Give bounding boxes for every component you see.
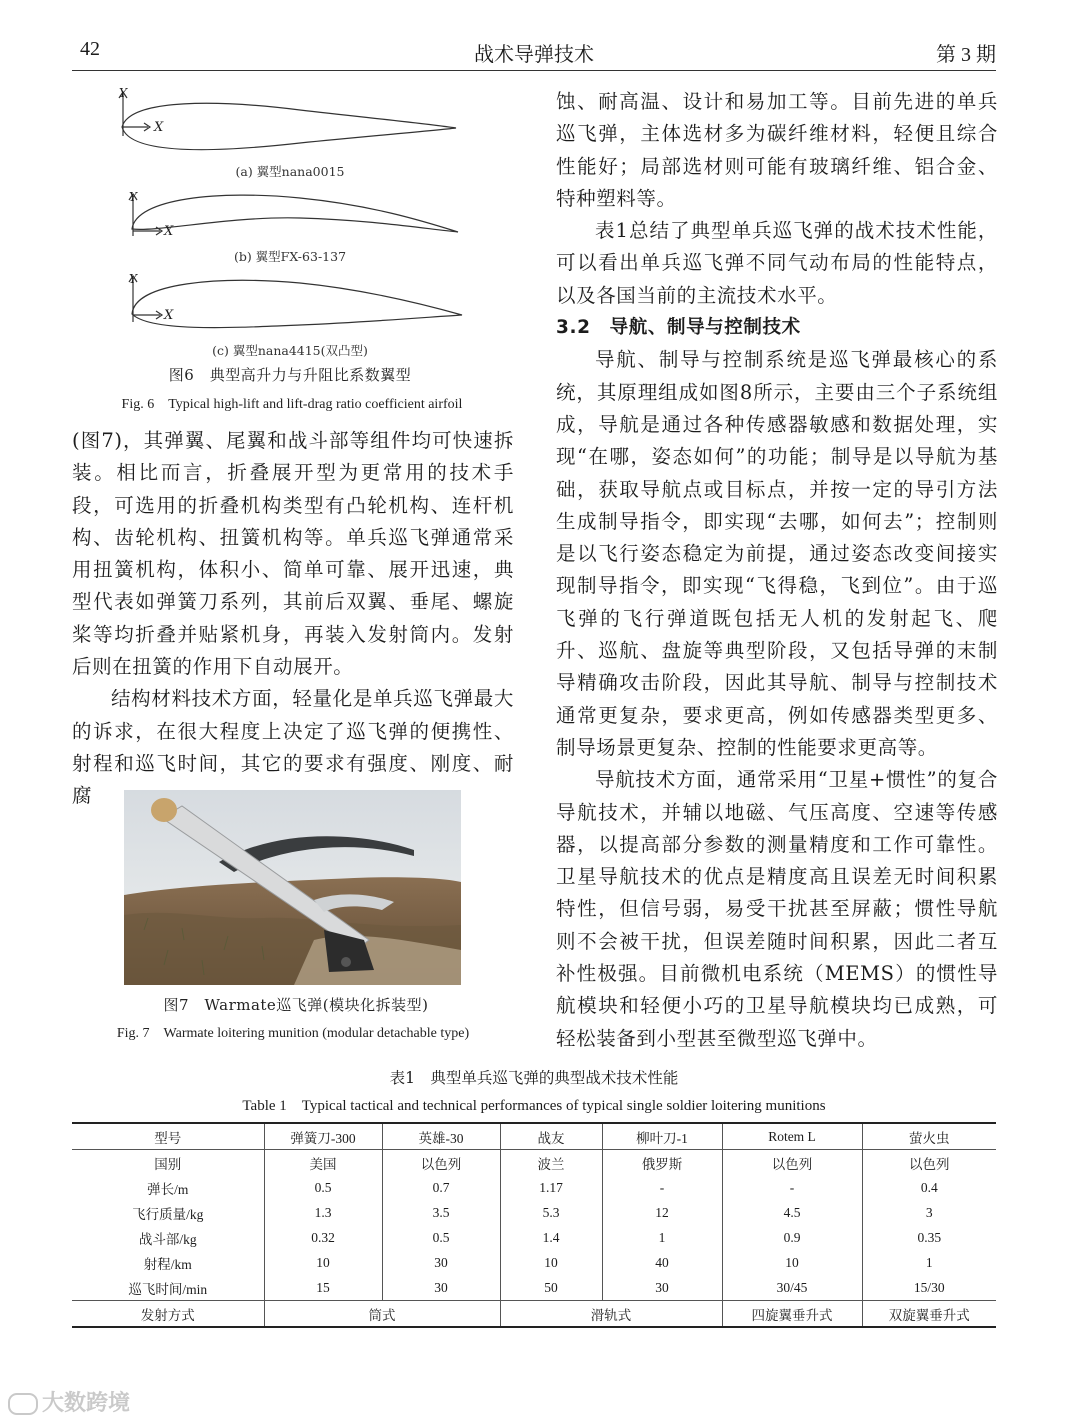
table-cell: 10	[722, 1250, 862, 1275]
table-cell: 30	[602, 1275, 722, 1301]
table-cell: 波兰	[500, 1150, 602, 1176]
table-row-launch	[72, 1301, 996, 1328]
table-cell: 3	[862, 1200, 996, 1225]
airfoil-a-caption: (a) 翼型nana0015	[235, 164, 345, 179]
table-row	[72, 1175, 996, 1200]
table-cell: 战斗部/kg	[72, 1225, 264, 1250]
table-1-caption-cn: 表1 典型单兵巡飞弹的典型战术技术性能	[389, 1069, 679, 1087]
journal-title: 战术导弹技术	[474, 44, 594, 66]
right-paragraph-1: 蚀、耐高温、设计和易加工等。目前先进的单兵巡飞弹，主体选材多为碳纤维材料，轻便且综合性能好；局部选材则可能有玻璃纤维、铝合金、特种塑料等。	[556, 90, 998, 210]
watermark	[8, 1386, 130, 1417]
left-paragraph-2: 结构材料技术方面，轻量化是单兵巡飞弹最大的诉求，在很大程度上决定了巡飞弹的便携性、射程和巡飞时间，其它的要求有强度、刚度、耐腐	[72, 687, 514, 808]
warmate-photo	[124, 790, 461, 985]
table-cell: 射程/km	[72, 1250, 264, 1275]
watermark-logo-icon	[8, 1393, 38, 1415]
left-paragraph-1: (图7)，其弹翼、尾翼和战斗部等组件均可快速拆装。相比而言，折叠展开型为更常用的技术手段，可选用的折叠机构类型有凸轮机构、连杆机构、齿轮机构、扭簧机构等。单兵巡飞弹通常采用扭簧机构，体积小、简单可靠、展开迅速，典型代表如弹簧刀系列，其前后双翼、垂尾、螺旋桨等均折叠并贴紧机身，再装入发射筒内。发射后则在扭簧的作用下自动展开。	[72, 429, 514, 679]
table-cell: 美国	[264, 1150, 382, 1176]
table-cell-merged: 滑轨式	[500, 1301, 722, 1328]
right-column	[556, 86, 998, 1055]
table-cell: 国别	[72, 1150, 264, 1176]
table-cell: -	[602, 1175, 722, 1200]
table-cell: 双旋翼垂升式	[862, 1301, 996, 1328]
table-header-cell: 战友	[500, 1123, 602, 1150]
airfoil-b-shape	[132, 195, 458, 232]
table-cell-merged: 筒式	[264, 1301, 500, 1328]
axis-x-label-c: X	[164, 308, 174, 323]
table-cell: 10	[264, 1250, 382, 1275]
figure-6-caption-cn: 图6 典型高升力与升阻比系数翼型	[168, 366, 412, 384]
watermark-text: 大数跨境	[42, 1391, 131, 1416]
figure-6	[100, 86, 500, 346]
table-cell: 30	[382, 1250, 500, 1275]
table-row	[72, 1200, 996, 1225]
airfoil-c-caption: (c) 翼型nana4415(双凸型)	[212, 343, 368, 358]
table-cell: 以色列	[722, 1150, 862, 1176]
figure-6-caption-en: Fig. 6 Typical high-lift and lift-drag ratio coefficient airfoil	[121, 397, 463, 412]
table-cell: 0.9	[722, 1225, 862, 1250]
table-cell: 15	[264, 1275, 382, 1301]
table-cell: 30/45	[722, 1275, 862, 1301]
axis-y-label-a: Y	[119, 86, 127, 100]
warmate-illustration	[124, 790, 461, 985]
table-cell: 巡飞时间/min	[72, 1275, 264, 1301]
table-cell: 0.7	[382, 1175, 500, 1200]
issue-number: 第 3 期	[936, 44, 996, 66]
table-cell: 四旋翼垂升式	[722, 1301, 862, 1328]
header-rule	[72, 70, 996, 71]
table-cell: 飞行质量/kg	[72, 1200, 264, 1225]
table-header-cell: Rotem L	[722, 1123, 862, 1150]
table-cell: 1	[862, 1250, 996, 1275]
table-cell: 1.3	[264, 1200, 382, 1225]
table-header-cell: 柳叶刀-1	[602, 1123, 722, 1150]
figure-7-caption-en: Fig. 7 Warmate loitering munition (modular detachable type)	[116, 1026, 470, 1041]
table-cell: 1.4	[500, 1225, 602, 1250]
table-cell: 50	[500, 1275, 602, 1301]
specs-table	[72, 1122, 996, 1328]
axis-x-label-a: X	[154, 120, 164, 135]
airfoil-c-shape	[132, 280, 462, 327]
airfoil-a-shape	[122, 103, 456, 149]
table-row	[72, 1150, 996, 1176]
table-cell: 发射方式	[72, 1301, 264, 1328]
table-cell: 以色列	[862, 1150, 996, 1176]
section-heading-3-2: 3.2 导航、制导与控制技术	[556, 317, 801, 339]
table-cell: 0.35	[862, 1225, 996, 1250]
table-cell: 1	[602, 1225, 722, 1250]
table-cell: 40	[602, 1250, 722, 1275]
table-row	[72, 1275, 996, 1301]
axis-y-label-c: Y	[129, 272, 137, 286]
table-cell: 0.5	[382, 1225, 500, 1250]
page-number: 42	[80, 38, 100, 60]
table-cell: 3.5	[382, 1200, 500, 1225]
table-cell: 俄罗斯	[602, 1150, 722, 1176]
table-1-caption-en: Table 1 Typical tactical and technical performances of typical single soldier loitering munitions	[242, 1098, 826, 1114]
table-cell: 以色列	[382, 1150, 500, 1176]
table-cell: 5.3	[500, 1200, 602, 1225]
right-paragraph-4: 导航技术方面，通常采用“卫星+惯性”的复合导航技术，并辅以地磁、气压高度、空速等传感器，以提高部分参数的测量精度和工作可靠性。卫星导航技术的优点是精度高且误差无时间积累特性，但信号弱，易受干扰甚至屏蔽；惯性导航则不会被干扰，但误差随时间积累，因此二者互补性极强。目前微机电系统（MEMS）的惯性导航模块和轻便小巧的卫星导航模块均已成熟，可轻松装备到小型甚至微型巡飞弹中。	[556, 768, 998, 1050]
table-cell: 1.17	[500, 1175, 602, 1200]
table-header-cell: 英雄-30	[382, 1123, 500, 1150]
left-column	[72, 425, 514, 813]
table-cell: 30	[382, 1275, 500, 1301]
table-header-cell: 弹簧刀-300	[264, 1123, 382, 1150]
axis-y-label-b: Y	[129, 190, 137, 204]
right-paragraph-2: 表1总结了典型单兵巡飞弹的战术技术性能，可以看出单兵巡飞弹不同气动布局的性能特点，以及各国当前的主流技术水平。	[556, 219, 998, 307]
table-cell: 弹长/m	[72, 1175, 264, 1200]
figure-7-caption-cn: 图7 Warmate巡飞弹(模块化拆装型)	[163, 996, 429, 1014]
table-row	[72, 1225, 996, 1250]
table-cell: 12	[602, 1200, 722, 1225]
table-cell: -	[722, 1175, 862, 1200]
table-cell: 15/30	[862, 1275, 996, 1301]
table-row	[72, 1250, 996, 1275]
table-cell: 0.5	[264, 1175, 382, 1200]
table-cell: 0.4	[862, 1175, 996, 1200]
table-header-cell: 萤火虫	[862, 1123, 996, 1150]
table-cell: 0.32	[264, 1225, 382, 1250]
table-cell: 4.5	[722, 1200, 862, 1225]
axis-x-label-b: X	[164, 224, 174, 239]
right-paragraph-3: 导航、制导与控制系统是巡飞弹最核心的系统，其原理组成如图8所示，主要由三个子系统组成，导航是通过各种传感器敏感和数据处理，实现“在哪，姿态如何”的功能；制导是以导航为基础，获取导航点或目标点，并按一定的导引方法生成制导指令，即实现“去哪，如何去”；控制则是以飞行姿态稳定为前提，通过姿态改变间接实现制导指令，即实现“飞得稳，飞到位”。由于巡飞弹的飞行弹道既包括无人机的发射起飞、爬升、巡航、盘旋等典型阶段，又包括导弹的末制导精确攻击阶段，因此其导航、制导与控制技术通常更复杂，要求更高，例如传感器类型更多、制导场景更复杂、控制的性能要求更高等。	[556, 348, 998, 759]
airfoil-b-caption: (b) 翼型FX-63-137	[233, 249, 347, 264]
table-header-cell: 型号	[72, 1123, 264, 1150]
table-header-row	[72, 1123, 996, 1150]
table-cell: 10	[500, 1250, 602, 1275]
